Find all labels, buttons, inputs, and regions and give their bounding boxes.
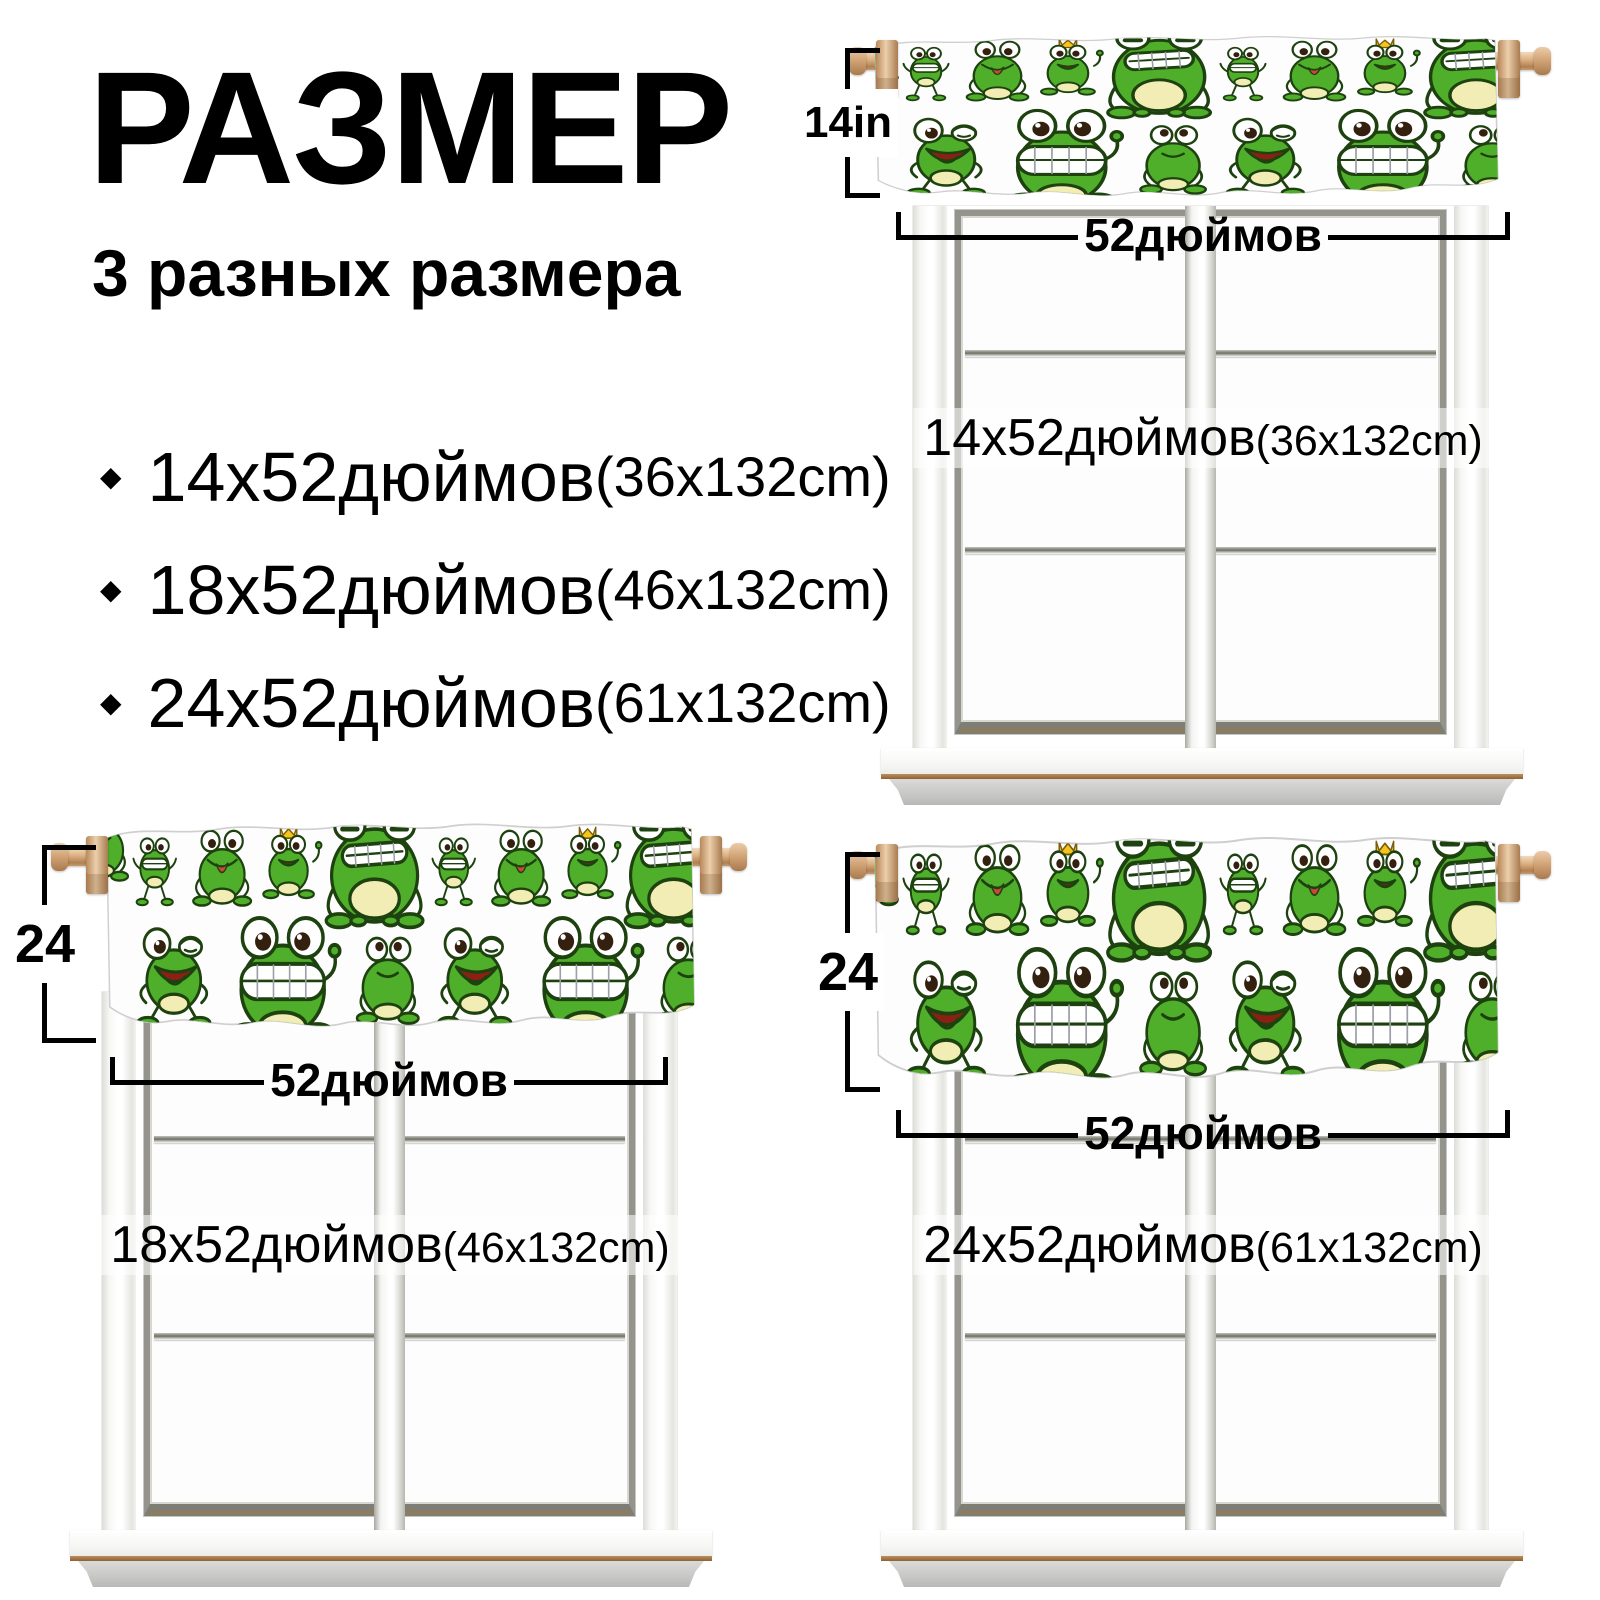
window-muntin [965,547,1188,554]
window-sill-trim [881,774,1523,779]
valance-curtain [868,30,1502,205]
height-dimension [817,852,880,1092]
dimension-line [901,235,1078,240]
frog-pattern [868,30,1502,205]
window-size-main: 24x52дюймов [923,1216,1256,1274]
width-dimension [896,1107,1510,1159]
window-size-main: 18x52дюймов [110,1216,443,1274]
size-item-main: 24x52дюймов [147,664,595,742]
dimension-line [1328,1133,1505,1138]
window-sash-right [1203,210,1446,734]
size-item-main: 14x52дюймов [147,438,595,516]
dimension-tick [845,48,880,53]
dimension-tick [42,845,96,850]
window-frame [913,206,1488,748]
window-sill-trim [881,1556,1523,1561]
height-dimension [14,845,96,1043]
window-sash-left [955,210,1198,734]
size-list-item [100,437,891,517]
window-size-label [100,1215,679,1275]
dimension-tick [845,193,880,198]
page-title: РАЗМЕР [88,38,732,217]
rod-bracket-icon [1498,40,1520,98]
window-muntin [1213,350,1436,357]
size-item-main: 18x52дюймов [147,551,595,629]
window-sill [881,1530,1523,1556]
frog-pattern [868,828,1502,1092]
width-dimension [896,209,1510,261]
dimension-tick [1505,212,1510,240]
window-size-label [913,1215,1492,1275]
window-sill [881,748,1523,774]
dimension-tick [663,1057,668,1085]
window-sill-molding [889,779,1515,805]
rod-finial-right-icon [730,843,747,871]
window-size-label [913,408,1492,468]
window-frame-left [913,206,947,748]
size-list-item [100,550,891,630]
diamond-bullet-icon: ◆ [100,574,122,605]
window-muntin [1213,1333,1436,1340]
dimension-line [1328,235,1505,240]
diamond-bullet-icon: ◆ [100,687,122,718]
window-sill [70,1530,712,1556]
size-item-paren: (61x132cm) [594,671,891,734]
window-muntin [402,1136,625,1143]
rod-finial-right-icon [1534,47,1551,75]
height-dimension-label: 24 [9,905,81,983]
rod-bracket-icon [700,836,722,894]
window-muntin [154,1333,377,1340]
window-muntin [965,350,1188,357]
page-subtitle: 3 разных размера [92,236,681,310]
dimension-tick [845,852,880,857]
diamond-bullet-icon: ◆ [100,461,122,492]
rod-bracket-icon [1498,844,1520,902]
size-item-paren: (36x132cm) [594,445,891,508]
window-size-paren: (61x132cm) [1255,1224,1483,1272]
window-muntin [965,1333,1188,1340]
window-sill-trim [70,1556,712,1561]
size-item-paren: (46x132cm) [594,558,891,621]
window-frame-right [1454,206,1488,748]
dimension-line [514,1080,663,1085]
window-size-paren: (46x132cm) [442,1224,670,1272]
window-sill-molding [889,1561,1515,1587]
window-mullion [1185,206,1216,748]
rod-finial-right-icon [1534,851,1551,879]
size-list-item [100,663,891,743]
window-size-paren: (36x132cm) [1255,417,1483,465]
window-glass [947,206,1454,748]
window-sill-molding [78,1561,704,1587]
dimension-tick [42,1038,96,1043]
frog-pattern [100,816,698,1038]
dimension-line [115,1080,264,1085]
window-size-main: 14x52дюймов [923,409,1256,467]
window-muntin [402,1333,625,1340]
window-muntin [154,1136,377,1143]
width-dimension [110,1054,668,1106]
width-dimension-label: 52дюймов [1084,209,1322,261]
width-dimension-label: 52дюймов [270,1054,508,1106]
dimension-tick [845,1087,880,1092]
valance-curtain [100,816,698,1038]
valance-curtain [868,828,1502,1092]
height-dimension-label: 14in [798,89,898,157]
height-dimension [803,48,893,198]
width-dimension-label: 52дюймов [1084,1107,1322,1159]
window-muntin [1213,547,1436,554]
dimension-line [901,1133,1078,1138]
height-dimension-label: 24 [812,933,884,1011]
dimension-tick [1505,1110,1510,1138]
